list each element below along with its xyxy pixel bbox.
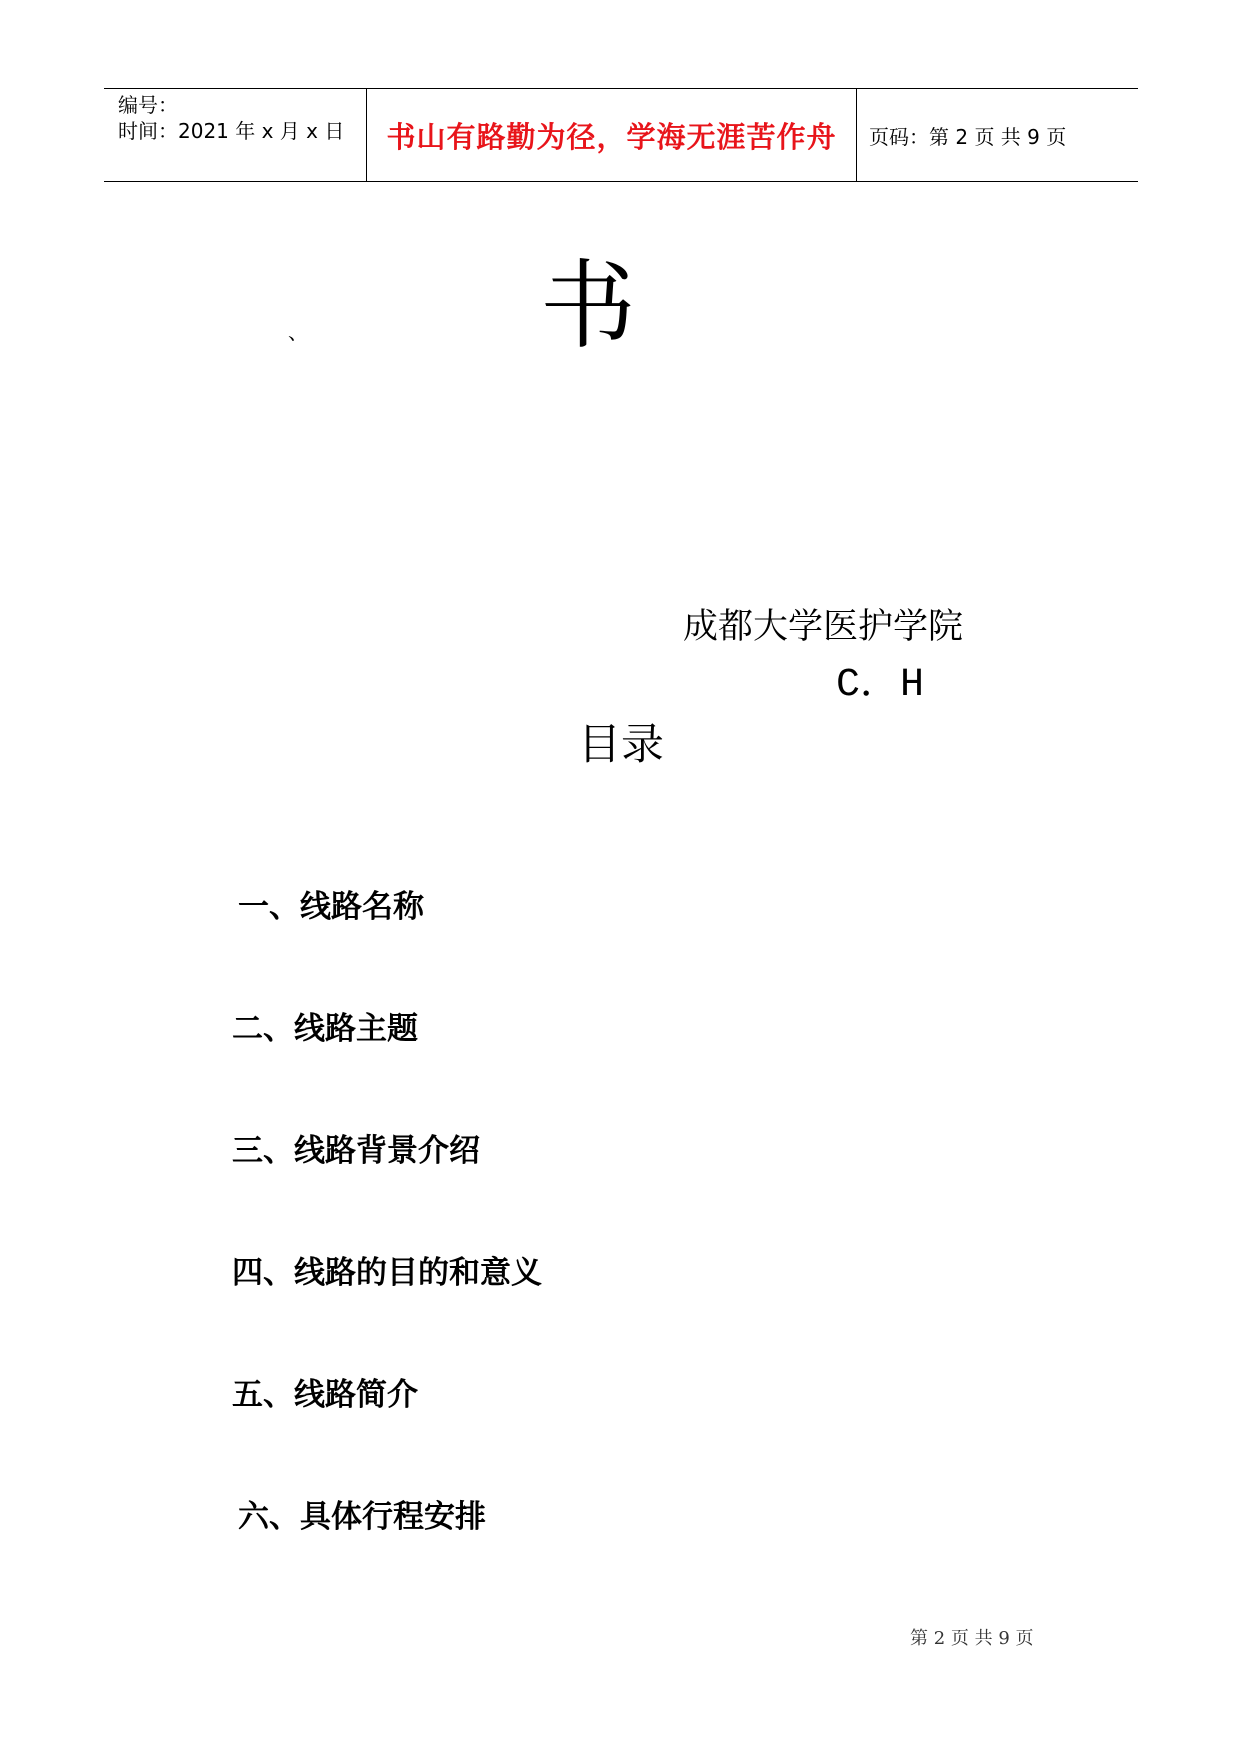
stray-mark: 、 xyxy=(288,320,308,344)
code-label: 编号： xyxy=(118,93,178,117)
toc-item: 三、线路背景介绍 xyxy=(232,1133,480,1169)
page-code: 页码：第 2 页 共 9 页 xyxy=(869,124,1067,149)
toc-item: 二、线路主题 xyxy=(232,1011,418,1047)
author-initials: C．H xyxy=(836,663,925,708)
header-page-cell xyxy=(857,89,1138,181)
time-label: 时间：2021 年 x 月 x 日 xyxy=(118,119,345,143)
toc-item: 六、具体行程安排 xyxy=(238,1499,486,1535)
header-meta-cell xyxy=(104,89,367,181)
header-motto-cell xyxy=(367,89,857,181)
page-footer: 第 2 页 共 9 页 xyxy=(910,1628,1034,1649)
toc-item: 四、线路的目的和意义 xyxy=(232,1255,542,1291)
motto-text: 书山有路勤为径，学海无涯苦作舟 xyxy=(386,119,837,154)
toc-item: 五、线路简介 xyxy=(232,1377,418,1413)
toc-title: 目录 xyxy=(578,720,664,770)
toc-item: 一、线路名称 xyxy=(238,889,424,925)
school-name: 成都大学医护学院 xyxy=(683,607,964,647)
document-header xyxy=(104,88,1138,182)
cover-big-char: 书 xyxy=(540,250,636,362)
